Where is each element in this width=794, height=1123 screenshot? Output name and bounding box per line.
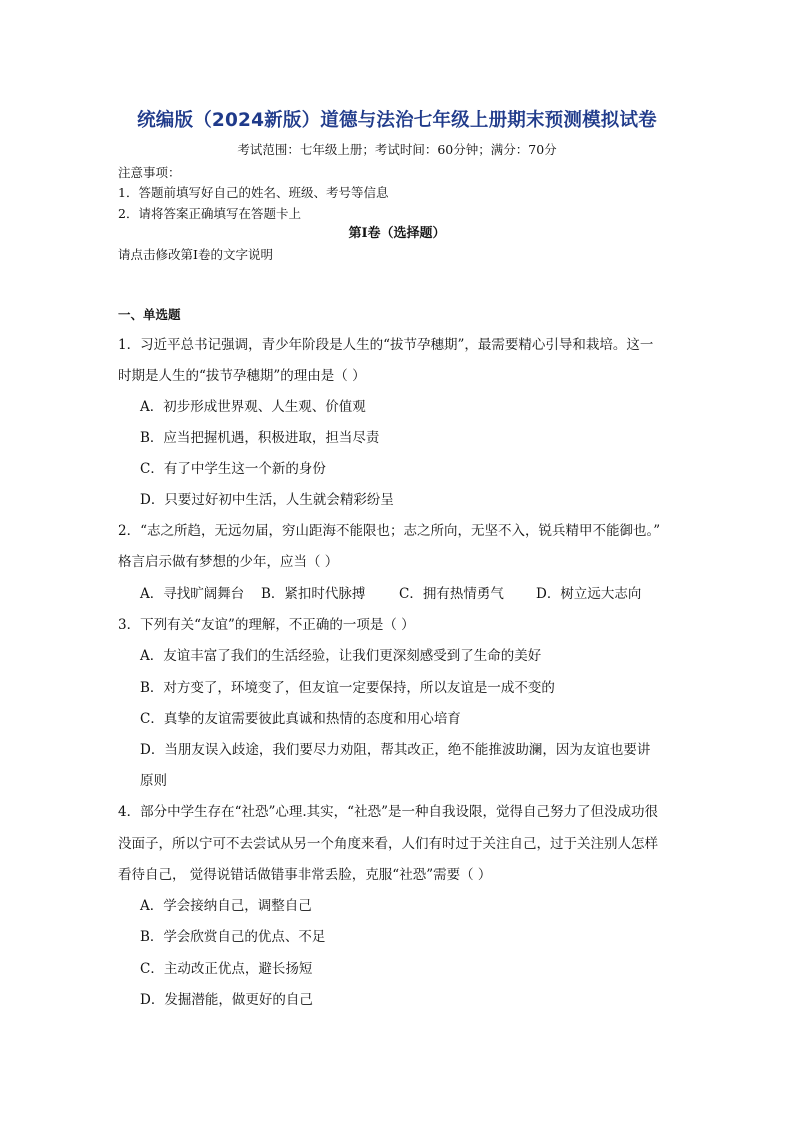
question-4-option-c: C．主动改正优点，避长扬短 [140, 961, 313, 977]
question-2-option-c: C．拥有热情勇气 [399, 586, 504, 602]
question-4-option-b: B．学会欣赏自己的优点、不足 [140, 929, 326, 945]
question-2-text: 格言启示做有梦想的少年，应当（ ） [118, 554, 339, 570]
question-2-options [140, 582, 641, 602]
question-1-text: 1．习近平总书记强调，青少年阶段是人生的“拔节孕穗期”，最需要精心引导和栽培。这一 [118, 337, 654, 353]
question-2-option-b: B．紧扣时代脉搏 [261, 586, 366, 602]
notes-label: 注意事项： [118, 165, 181, 180]
question-3-option-b: B．对方变了，环境变了，但友谊一定要保持，所以友谊是一成不变的 [140, 680, 555, 696]
exam-info: 考试范围：七年级上册；考试时间：60分钟；满分：70分 [237, 142, 557, 157]
part-title: 第I卷（选择题） [348, 226, 446, 241]
part-description: 请点击修改第I卷的文字说明 [118, 247, 273, 262]
question-2-option-a: A．寻找旷阔舞台 [140, 586, 245, 602]
section-heading: 一、单选题 [118, 307, 181, 322]
question-3-text: 3．下列有关“友谊”的理解，不正确的一项是（ ） [118, 617, 415, 633]
question-4-option-a: A．学会接纳自己，调整自己 [140, 898, 312, 914]
question-2-text: 2．“志之所趋，无远勿届，穷山距海不能限也；志之所向，无坚不入，锐兵精甲不能御也。” [118, 523, 661, 539]
question-1-option-c: C．有了中学生这一个新的身份 [140, 461, 326, 477]
question-1-option-b: B．应当把握机遇，积极进取，担当尽责 [140, 430, 380, 446]
question-4-text: 看待自己， 觉得说错话做错事非常丢脸，克服“社恐”需要（ ） [118, 867, 492, 883]
note-item: 2．请将答案正确填写在答题卡上 [118, 206, 301, 221]
question-4-option-d: D．发掘潜能，做更好的自己 [140, 992, 313, 1008]
question-3-option-c: C．真挚的友谊需要彼此真诚和热情的态度和用心培育 [140, 711, 461, 727]
exam-title: 统编版（2024新版）道德与法治七年级上册期末预测模拟试卷 [137, 110, 657, 131]
question-3-option-a: A．友谊丰富了我们的生活经验，让我们更深刻感受到了生命的美好 [140, 648, 542, 664]
question-4-text: 4．部分中学生存在“社恐”心理.其实，“社恐”是一种自我设限，觉得自己努力了但没成功很 [118, 804, 658, 820]
question-2-option-d: D．树立远大志向 [536, 586, 642, 602]
question-1-text: 时期是人生的“拔节孕穗期”的理由是（ ） [118, 368, 366, 384]
note-item: 1．答题前填写好自己的姓名、班级、考号等信息 [118, 185, 389, 200]
question-1-option-a: A．初步形成世界观、人生观、价值观 [140, 399, 366, 415]
question-3-option-d-cont: 原则 [140, 773, 167, 789]
question-3-option-d: D．当朋友误入歧途，我们要尽力劝阻，帮其改正，绝不能推波助澜，因为友谊也要讲 [140, 742, 651, 758]
question-1-option-d: D．只要过好初中生活，人生就会精彩纷呈 [140, 492, 394, 508]
question-4-text: 没面子，所以宁可不去尝试从另一个角度来看，人们有时过于关注自己，过于关注别人怎样 [118, 836, 658, 852]
